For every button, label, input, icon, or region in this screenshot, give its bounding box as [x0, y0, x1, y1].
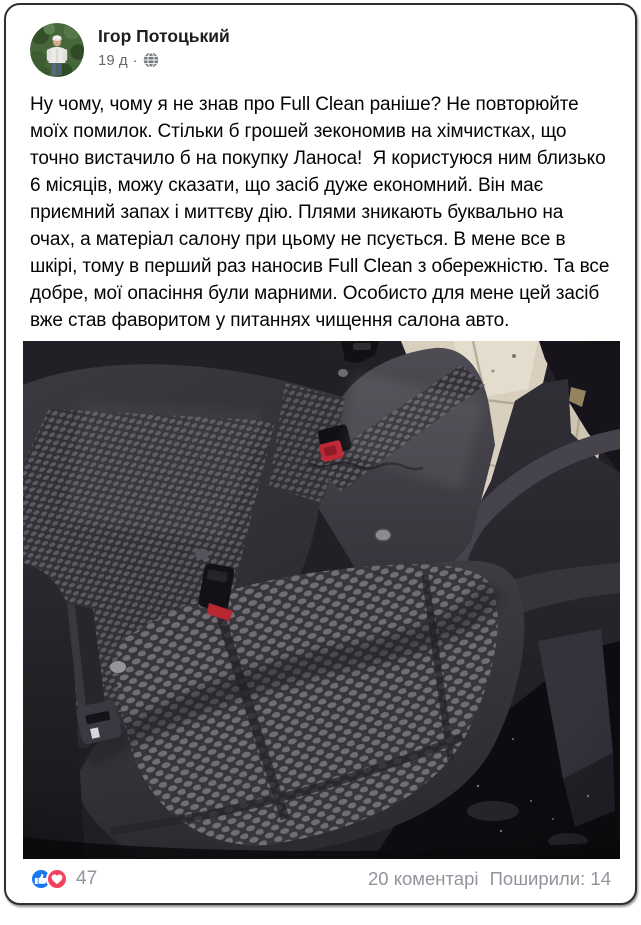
post-footer — [6, 859, 635, 903]
car-back-seat-photo — [23, 341, 620, 859]
post-text: Ну чому, чому я не знав про Full Clean раніше? Не повторюйте моїх помилок. Стільки б грошей зекономив на хімчистках, що точно вистачило б на покупку Ланоса! Я користуюся ним близько 6 місяців, можу сказати, що засіб дуже економний. Він має приємний запах і миттєву дію. Плями зникають буквально на очах, а матеріал салону при цьому не псується. В мене все в шкірі, тому в перший раз наносив Full Clean з обережністю. Та все добре, мої опасіння були марними. Особисто для мене цей засіб вже став фаворитом у питаннях чищення салона авто. — [30, 94, 615, 331]
post-meta-row — [98, 52, 230, 69]
comments-count[interactable]: 20 коментарі — [367, 868, 479, 889]
avatar-photo — [30, 23, 84, 77]
post-header — [6, 5, 635, 77]
avatar[interactable] — [30, 23, 84, 77]
globe-icon — [143, 52, 159, 68]
post-photo[interactable] — [23, 341, 620, 859]
reaction-count[interactable]: 47 — [76, 868, 98, 889]
header-meta — [98, 23, 230, 69]
shares-count[interactable]: Поширили: 14 — [489, 868, 611, 889]
author-name[interactable]: Ігор Потоцький — [98, 26, 230, 46]
meta-separator: · — [132, 51, 138, 69]
facebook-post-card — [4, 3, 637, 905]
timestamp[interactable]: 19 д — [98, 51, 128, 69]
heart-icon[interactable] — [46, 868, 68, 890]
reactions-summary[interactable] — [30, 868, 97, 890]
post-stats — [368, 868, 611, 890]
